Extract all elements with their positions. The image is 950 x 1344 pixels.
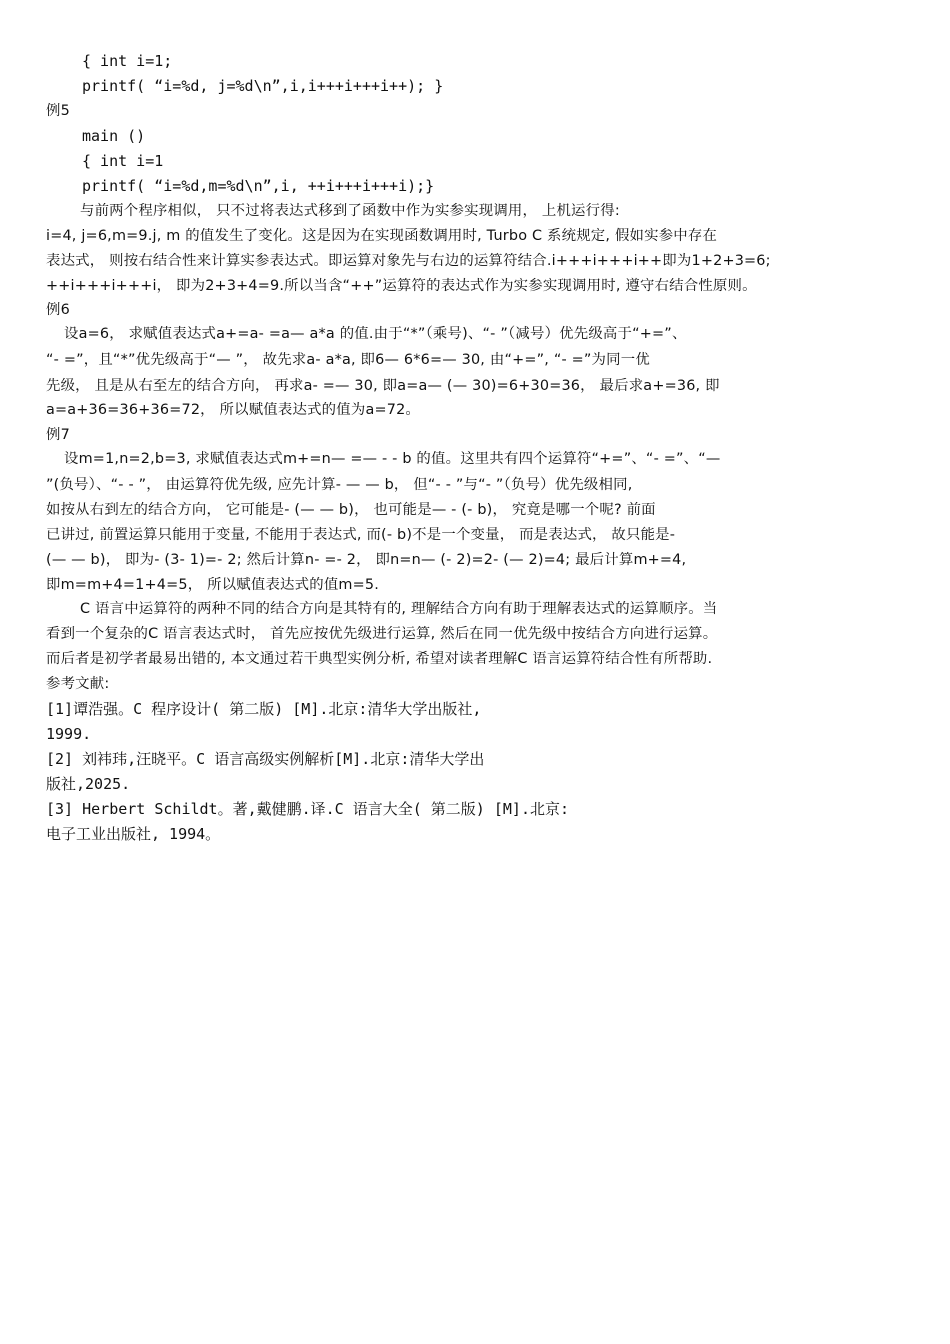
reference-line: [2] 刘袆玮,汪晓平。C 语言高级实例解析[M].北京:清华大学出 [46, 750, 485, 768]
paragraph-line: 先级， 且是从右至左的结合方向， 再求a- =— 30, 即a=a— (— 30)=6+30=36， 最后求a+=36, 即 [46, 378, 720, 394]
references-heading: 参考文献: [46, 676, 110, 692]
paragraph-line: C 语言中运算符的两种不同的结合方向是其特有的, 理解结合方向有助于理解表达式的运算顺序。当 [80, 601, 718, 617]
paragraph-line: 表达式， 则按右结合性来计算实参表达式。即运算对象先与右边的运算符结合.i+++i+++i++即为1+2+3=6; [46, 253, 771, 269]
paragraph-line: “- =”，且“*”优先级高于“— ”， 故先求a- a*a, 即6— 6*6=— 30, 由“+=”, “- =”为同一优 [46, 352, 650, 368]
paragraph-line: 设m=1,n=2,b=3, 求赋值表达式m+=n— =— - - b 的值。这里共有四个运算符“+=”、“- =”、“— [64, 451, 721, 467]
paragraph-line: 设a=6， 求赋值表达式a+=a- =a— a*a 的值.由于“*”（乘号)、“- ”（减号）优先级高于“+=”、 [64, 326, 687, 342]
code-line: main () [82, 127, 146, 145]
paragraph-line: 而后者是初学者最易出错的, 本文通过若干典型实例分析, 希望对读者理解C 语言运算符结合性有所帮助. [46, 651, 713, 667]
code-line: printf( “i=%d, j=%d\n”,i,i+++i+++i++); } [82, 77, 444, 95]
code-line: printf( “i=%d,m=%d\n”,i, ++i+++i+++i);} [82, 177, 435, 195]
paragraph-line: 如按从右到左的结合方向， 它可能是- (— — b)， 也可能是— - (- b)， 究竟是哪一个呢? 前面 [46, 502, 656, 518]
paragraph-line: 看到一个复杂的C 语言表达式时， 首先应按优先级进行运算, 然后在同一优先级中按结合方向进行运算。 [46, 626, 718, 642]
reference-line: [1]谭浩强。C 程序设计( 第二版) [M].北京:清华大学出版社, [46, 700, 482, 718]
example-heading: 例6 [46, 302, 70, 318]
code-line: { int i=1 [82, 152, 164, 170]
code-line: { int i=1; [82, 52, 173, 70]
reference-line: 版社,2025. [46, 775, 131, 793]
paragraph-line: 已讲过, 前置运算只能用于变量, 不能用于表达式, 而(- b)不是一个变量， 而是表达式， 故只能是- [46, 527, 676, 543]
paragraph-line: ”(负号）、“- - ”， 由运算符优先级, 应先计算- — — b， 但“- - ”与“- ”（负号）优先级相同, [46, 477, 633, 493]
reference-line: 1999. [46, 725, 92, 743]
paragraph-line: 与前两个程序相似， 只不过将表达式移到了函数中作为实参实现调用， 上机运行得: [80, 203, 620, 219]
paragraph-line: ++i+++i+++i， 即为2+3+4=9.所以当含“++”运算符的表达式作为实参实现调用时, 遵守右结合性原则。 [46, 278, 757, 294]
paragraph-line: 即m=m+4=1+4=5， 所以赋值表达式的值m=5. [46, 577, 380, 593]
example-heading: 例5 [46, 103, 70, 119]
reference-line: 电子工业出版社, 1994。 [46, 825, 221, 843]
paragraph-line: i=4, j=6,m=9.j, m 的值发生了变化。这是因为在实现函数调用时, Turbo C 系统规定, 假如实参中存在 [46, 228, 718, 244]
paragraph-line: (— — b)， 即为- (3- 1)=- 2; 然后计算n- =- 2， 即n=n— (- 2)=2- (— 2)=4; 最后计算m+=4, [46, 552, 687, 568]
example-heading: 例7 [46, 427, 70, 443]
paragraph-line: a=a+36=36+36=72， 所以赋值表达式的值为a=72。 [46, 402, 421, 418]
reference-line: [3] Herbert Schildt。著,戴健鹏.译.C 语言大全( 第二版) [M].北京: [46, 800, 570, 818]
